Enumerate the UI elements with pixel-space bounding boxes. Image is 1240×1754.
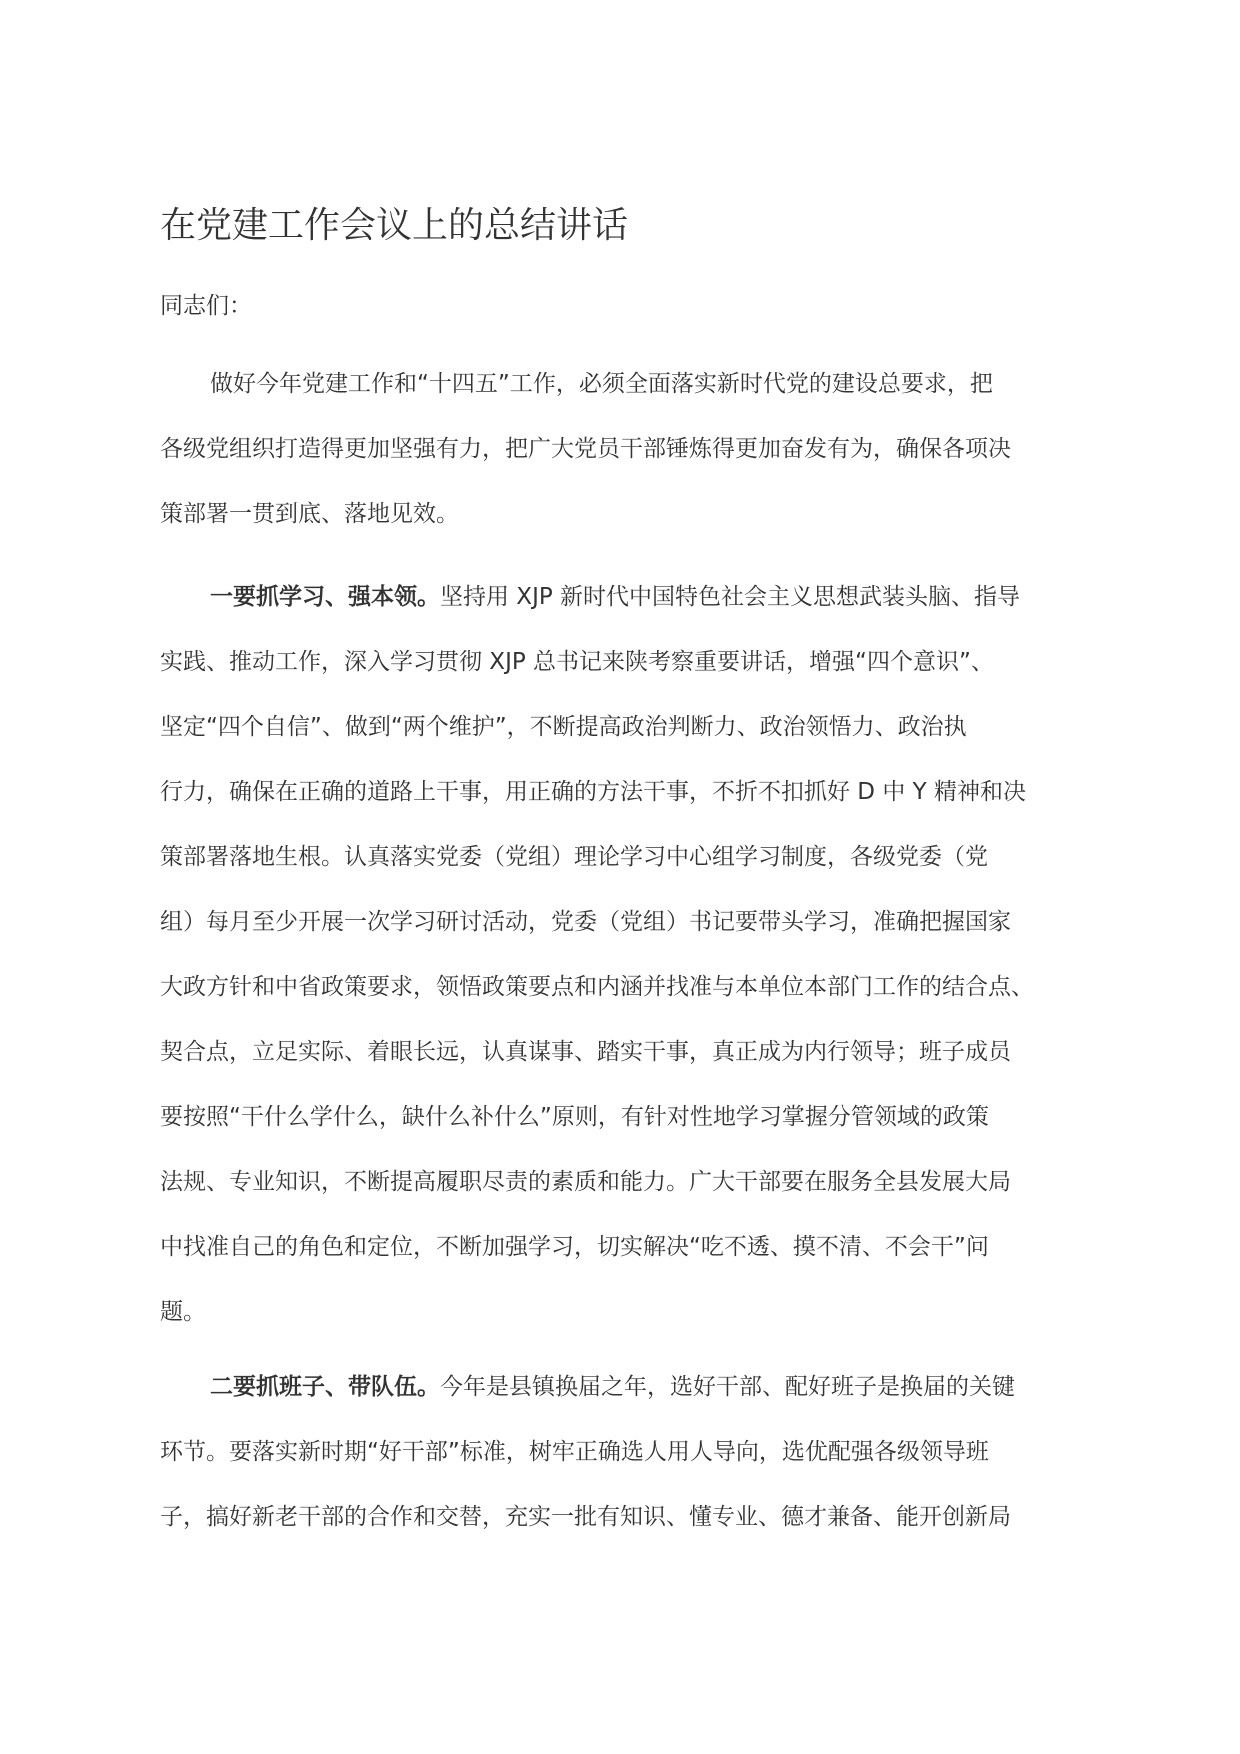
paragraph-line: 中找准自己的角色和定位，不断加强学习，切实解决“吃不透、摸不清、不会干”问 <box>160 1234 989 1260</box>
paragraph-lead: 二要抓班子、带队伍。 <box>210 1374 440 1400</box>
paragraph-line: 题。 <box>160 1299 206 1325</box>
paragraph-line <box>160 1355 1080 1420</box>
paragraph-intro <box>160 352 1080 547</box>
line-text: 今年是县镇换届之年，选好干部、配好班子是换届的关键 <box>440 1374 1015 1400</box>
paragraph-line: 坚定“四个自信”、做到“两个维护”，不断提高政治判断力、政治领悟力、政治执 <box>160 714 967 740</box>
paragraph-study <box>160 565 1080 1345</box>
paragraph-line: 组）每月至少开展一次学习研讨活动，党委（党组）书记要带头学习，准确把握国家 <box>160 909 1011 935</box>
paragraph-line: 环节。要落实新时期“好干部”标准，树牢正确选人用人导向，选优配强各级领导班 <box>160 1439 989 1465</box>
paragraph-line: 大政方针和中省政策要求，领悟政策要点和内涵并找准与本单位本部门工作的结合点、 <box>160 974 1034 1000</box>
paragraph-line: 契合点，立足实际、着眼长远，认真谋事、踏实干事，真正成为内行领导；班子成员 <box>160 1039 1011 1065</box>
paragraph-line: 实践、推动工作，深入学习贯彻 XJP 总书记来陕考察重要讲话，增强“四个意识”、 <box>160 649 994 675</box>
paragraph-team <box>160 1355 1080 1550</box>
paragraph-line: 子，搞好新老干部的合作和交替，充实一批有知识、懂专业、德才兼备、能开创新局 <box>160 1504 1011 1530</box>
line-text: 坚持用 XJP 新时代中国特色社会主义思想武装头脑、指导 <box>440 584 1021 610</box>
paragraph-lead: 一要抓学习、强本领。 <box>210 584 440 610</box>
paragraph-line <box>160 565 1080 630</box>
paragraph-line: 策部署一贯到底、落地见效。 <box>160 501 459 527</box>
paragraph-line: 策部署落地生根。认真落实党委（党组）理论学习中心组学习制度，各级党委（党 <box>160 844 988 870</box>
line-text: 做好今年党建工作和“十四五”工作，必须全面落实新时代党的建设总要求，把 <box>210 371 993 397</box>
paragraph-line: 行力，确保在正确的道路上干事，用正确的方法干事，不折不扣抓好 D 中 Y 精神和决 <box>160 779 1027 805</box>
document-title: 在党建工作会议上的总结讲话 <box>160 205 629 246</box>
paragraph-line: 各级党组织打造得更加坚强有力，把广大党员干部锤炼得更加奋发有为，确保各项决 <box>160 436 1011 462</box>
paragraph-line: 法规、专业知识，不断提高履职尽责的素质和能力。广大干部要在服务全县发展大局 <box>160 1169 1011 1195</box>
paragraph-line <box>160 352 1080 417</box>
salutation: 同志们： <box>160 293 252 319</box>
paragraph-line: 要按照“干什么学什么，缺什么补什么”原则，有针对性地学习掌握分管领域的政策 <box>160 1104 989 1130</box>
